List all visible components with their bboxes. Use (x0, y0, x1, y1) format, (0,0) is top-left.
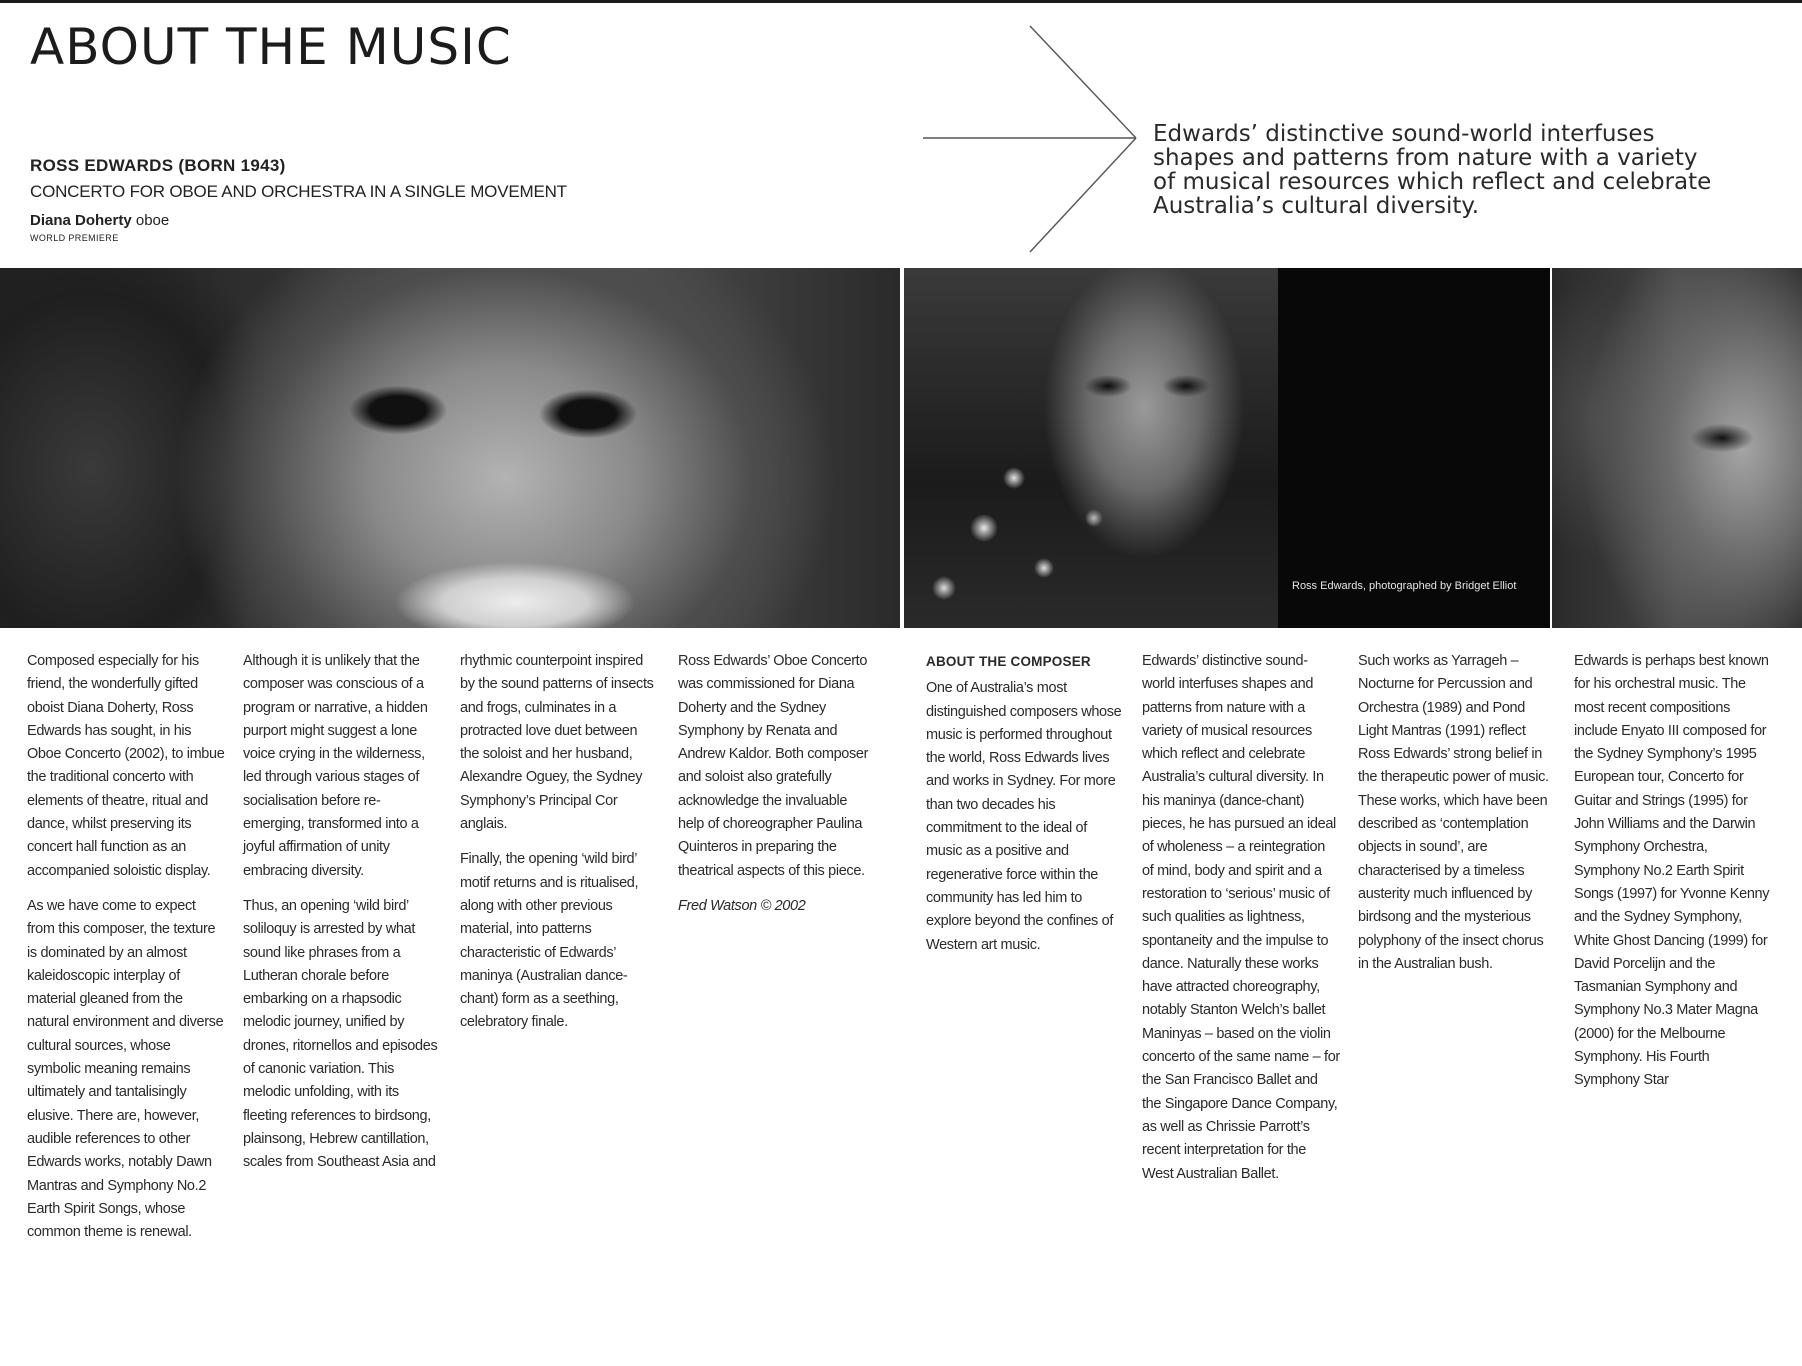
composer-edge-photo (1552, 268, 1802, 628)
photo-band (0, 268, 1802, 628)
text-column-3 (460, 650, 658, 1047)
text-column-7 (1358, 650, 1556, 988)
pull-quote: Edwards’ distinctive sound-world interfuses shapes and patterns from nature with a variety of musical resources which reflect and celebrate Australia’s cultural diversity. (1153, 121, 1712, 219)
paragraph: Finally, the opening ‘wild bird’ motif returns and is ritualised, along with other previous material, into patterns characteristic of Edwards’ maninya (Australian dance-chant) form as a seething, celebratory finale. (460, 851, 639, 1031)
section-heading: ABOUT THE COMPOSER (926, 654, 1091, 669)
premiere-label: WORLD PREMIERE (30, 233, 119, 243)
photo-caption: Ross Edwards, photographed by Bridget Elliot (1292, 580, 1517, 592)
page-title: ABOUT THE MUSIC (30, 18, 512, 76)
chevron-arrow-graphic (920, 20, 1150, 260)
author-signature: Fred Watson © 2002 (678, 897, 806, 914)
composer-portrait-photo (904, 268, 1278, 628)
composer-name: ROSS EDWARDS (BORN 1943) (30, 156, 286, 175)
paragraph: rhythmic counterpoint inspired by the sound patterns of insects and frogs, culminates in a protracted love duet between the soloist and her husband, Alexandre Oguey, the Sydney Symphony’s Principal Cor anglais. (460, 653, 654, 833)
text-column-1 (27, 650, 225, 1256)
soloist-credit (30, 212, 670, 229)
paragraph: Although it is unlikely that the composer was conscious of a program or narrative, a hidden purport might suggest a lone voice crying in the wilderness, led through various stages of socialisation before re-emerging, transformed into a joyful affirmation of unity embracing diversity. (243, 653, 428, 879)
text-column-2 (243, 650, 441, 1187)
text-column-4 (678, 650, 876, 930)
paragraph: Thus, an opening ‘wild bird’ soliloquy is arrested by what sound like phrases from a Lutheran chorale before embarking on a rhapsodic melodic journey, unified by drones, ritornellos and episodes of canonic variation. This melodic unfolding, with its fleeting references to birdsong, plainsong, Hebrew cantillation, scales from Southeast Asia and (243, 897, 438, 1171)
paragraph: Composed especially for his friend, the wonderfully gifted oboist Diana Doherty, Ross Edwards has sought, in his Oboe Concerto (2002), to imbue the traditional concerto with elements of theatre, ritual and dance, whilst preserving its concert hall function as an accompanied soloistic display. (27, 653, 225, 879)
piece-header (30, 156, 670, 243)
composer-closeup-photo (0, 268, 900, 628)
text-column-8 (1574, 650, 1772, 1105)
paragraph: As we have come to expect from this composer, the texture is dominated by an almost kaleidoscopic interplay of material gleaned from the natural environment and diverse cultural sources, whose symbolic meaning remains ultimately and tantalisingly elusive. There are, however, audible references to other Edwards works, notably Dawn Mantras and Symphony No.2 Earth Spirit Songs, whose common theme is renewal. (27, 897, 224, 1241)
work-title: CONCERTO FOR OBOE AND ORCHESTRA IN A SINGLE MOVEMENT (30, 182, 567, 201)
paragraph: One of Australia’s most distinguished composers whose music is performed throughout the world, Ross Edwards lives and works in Sydney. For more than two decades his commitment to the ideal of music as a positive and regenerative force within the community has led him to explore beyond the confines of Western art music. (926, 680, 1122, 953)
paragraph: Ross Edwards’ Oboe Concerto was commissioned for Diana Doherty and the Sydney Symphony by Renata and Andrew Kaldor. Both composer and soloist also gratefully acknowledge the invaluable help of choreographer Paulina Quinteros in preparing the theatrical aspects of this piece. (678, 653, 869, 879)
soloist-instrument: oboe (131, 212, 170, 229)
dark-background-panel (1278, 268, 1550, 628)
paragraph: Such works as Yarrageh – Nocturne for Percussion and Orchestra (1989) and Pond Light Mantras (1991) reflect Ross Edwards’ strong belief in the therapeutic power of music. These works, which have been described as ‘contemplation objects in sound’, are characterised by a timeless austerity much influenced by birdsong and the mysterious polyphony of the insect chorus in the Australian bush. (1358, 653, 1549, 972)
text-column-6 (1142, 650, 1340, 1198)
soloist-name: Diana Doherty (30, 212, 132, 229)
paragraph: Edwards’ distinctive sound-world interfuses shapes and patterns from nature with a variety of musical resources which reflect and celebrate Australia’s cultural diversity. In his maninya (dance-chant) pieces, he has pursued an ideal of wholeness – a reintegration of mind, body and spirit and a restoration to ‘serious’ music of such qualities as lightness, spontaneity and the impulse to dance. Naturally these works have attracted choreography, notably Stanton Welch’s ballet Maninyas – based on the violin concerto of the same name – for the San Francisco Ballet and the Singapore Dance Company, as well as Chrissie Parrott’s recent interpretation for the West Australian Ballet. (1142, 653, 1340, 1182)
text-column-5 (926, 650, 1124, 969)
paragraph: Edwards is perhaps best known for his orchestral music. The most recent compositions include Enyato III composed for the Sydney Symphony’s 1995 European tour, Concerto for Guitar and Strings (1995) for John Williams and the Darwin Symphony Orchestra, Symphony No.2 Earth Spirit Songs (1997) for Yvonne Kenny and the Sydney Symphony, White Ghost Dancing (1999) for David Porcelijn and the Tasmanian Symphony and Symphony No.3 Mater Magna (2000) for the Melbourne Symphony. His Fourth Symphony Star (1574, 653, 1770, 1089)
top-rule (0, 0, 1802, 3)
